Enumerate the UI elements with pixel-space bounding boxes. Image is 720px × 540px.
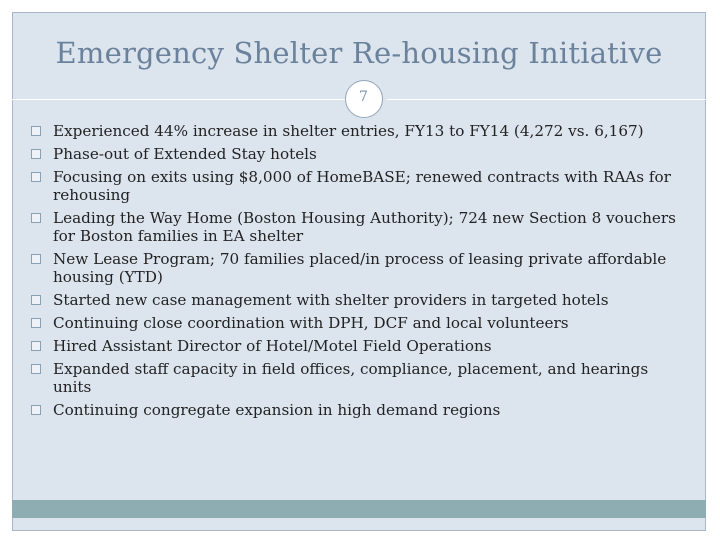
- list-item: [31, 250, 691, 286]
- page-number: 7: [359, 89, 368, 105]
- list-item: [31, 122, 691, 140]
- bullet-text: Continuing congregate expansion in high demand regions: [53, 401, 501, 419]
- title-divider-right: [387, 99, 706, 100]
- square-bullet-icon: [31, 364, 41, 374]
- title-divider-left: [12, 99, 345, 100]
- list-item: [31, 314, 691, 332]
- bullet-text: Hired Assistant Director of Hotel/Motel Field Operations: [53, 337, 492, 355]
- bullet-text: Focusing on exits using $8,000 of HomeBASE; renewed contracts with RAAs for rehousing: [53, 168, 671, 204]
- square-bullet-icon: [31, 126, 41, 136]
- bullet-text: Phase-out of Extended Stay hotels: [53, 145, 317, 163]
- square-bullet-icon: [31, 295, 41, 305]
- bullet-text: Started new case management with shelter providers in targeted hotels: [53, 291, 609, 309]
- footer-bar: [12, 500, 706, 518]
- page-number-badge: [345, 80, 383, 118]
- square-bullet-icon: [31, 254, 41, 264]
- square-bullet-icon: [31, 405, 41, 415]
- square-bullet-icon: [31, 213, 41, 223]
- square-bullet-icon: [31, 172, 41, 182]
- square-bullet-icon: [31, 318, 41, 328]
- square-bullet-icon: [31, 341, 41, 351]
- list-item: [31, 337, 691, 355]
- bullet-text: Expanded staff capacity in field offices, compliance, placement, and hearings units: [53, 360, 649, 396]
- list-item: [31, 168, 691, 204]
- list-item: [31, 401, 691, 419]
- bullet-list: [31, 122, 691, 424]
- list-item: [31, 360, 691, 396]
- bullet-text: Experienced 44% increase in shelter entries, FY13 to FY14 (4,272 vs. 6,167): [53, 122, 644, 140]
- list-item: [31, 145, 691, 163]
- slide-title: Emergency Shelter Re-housing Initiative: [55, 36, 663, 70]
- bullet-text: New Lease Program; 70 families placed/in process of leasing private affordable housing (YTD): [53, 250, 667, 286]
- list-item: [31, 209, 691, 245]
- square-bullet-icon: [31, 149, 41, 159]
- bullet-text: Leading the Way Home (Boston Housing Authority); 724 new Section 8 vouchers for Boston families in EA shelter: [53, 209, 676, 245]
- list-item: [31, 291, 691, 309]
- bullet-text: Continuing close coordination with DPH, DCF and local volunteers: [53, 314, 569, 332]
